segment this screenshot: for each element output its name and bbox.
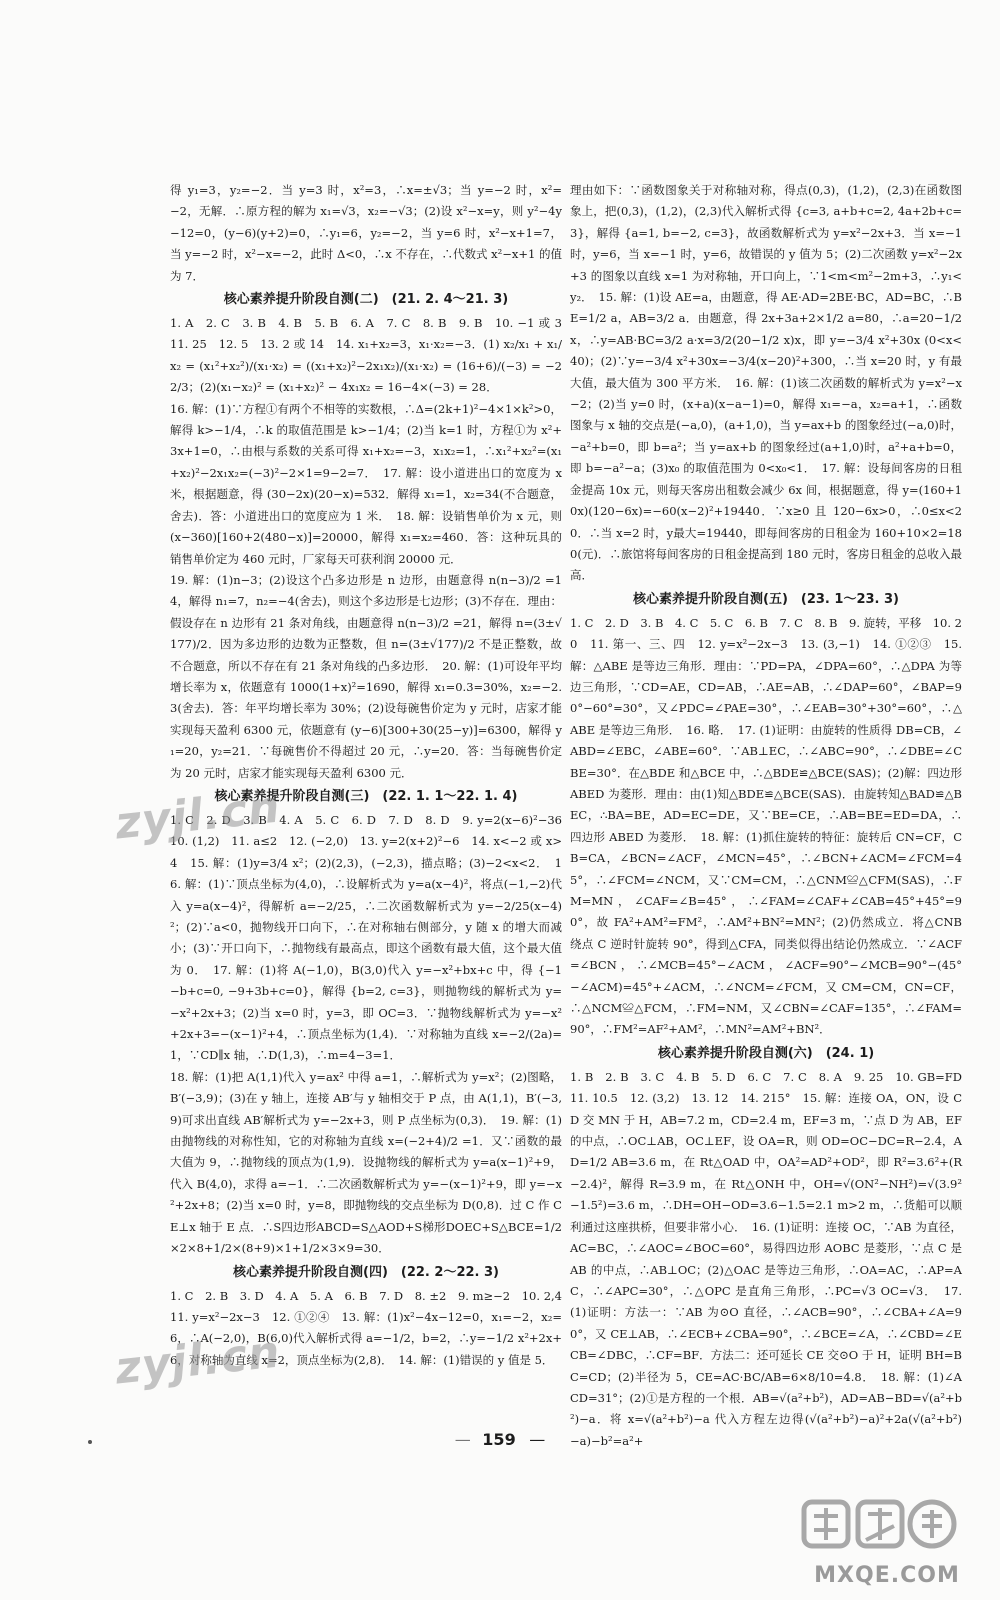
section-title: 核心素养提升阶段自测(五) (23. 1～23. 3) [633,591,899,607]
answer-paragraph: 1. C 2. D 3. B 4. A 5. C 6. D 7. D 8. D 9. y=2(x−6)²−36 10. (1,2) 11. a≤2 12. (−2,0) 13. y=2(x+2)²−6 14. x<−2 或 x>4 15. 解：(1)y=3/4 x²；(2)(2,3)，(−2,3)，描点略；(3)−2<x<2． 16. 解：(1)∵顶点坐标为(4,0)，∴设解析式为 y=a(x−4)²，将点(−1,−2)代入 y=a(x−4)²，得解析 a=−2/25，∴二次函数解析式为 y=−2/25(x−4)²；(2)∵a<0，抛物线开口向下，∴在对称轴右侧部分，y 随 x 的增大而减小；(3)∵开口向下，∴抛物线有最高点，即这个函数有最大值，这个最大值为 0． 17. 解：(1)将 A(−1,0)，B(3,0)代入 y=−x²+bx+c 中，得 {−1−b+c=0, −9+3b+c=0}，解得 {b=2, c=3}，则抛物线的解析式为 y=−x²+2x+3；(2)当 x=0 时，y=3，即 OC=3．∵抛物线解析式为 y=−x²+2x+3=−(x−1)²+4，∴顶点坐标为(1,4)．∵对称轴为直线 x=−2/(2a)=1，∵CD∥x 轴，∴D(1,3)，∴m=4−3=1． [170,812,574,1063]
section-title: 核心素养提升阶段自测(三) (22. 1. 1～22. 1. 4) [214,788,518,804]
answer-paragraph: 理由如下：∵函数图象关于对称轴对称，得点(0,3)，(1,2)，(2,3)在函数图象上，把(0,3)，(1,2)，(2,3)代入解析式得 {c=3, a+b+c=2, 4a+2b+c=3}，解得 {a=1, b=−2, c=3}，故函数解析式为 y=x²−2x+3．当 x=−1 时，y=6，当 x=−1 时，y=6，故错误的 y 值为 5；(2)二次函数 y=x²−2x+3 的图象以直线 x=1 为对称轴，开口向上，∵1<m<m²−2m+3，∴y₁<y₂． 15. 解：(1)设 AE=a，由题意，得 AE·AD=2BE·BC，AD=BC，∴BE=1/2 a，AB=3/2 a．由题意，得 2x+3a+2×1/2 a=80，∴a=20−1/2 x，∴y=AB·BC=3/2 a·x=3/2(20−1/2 x)x，即 y=−3/4 x²+30x (0<x<40)；(2)∵y=−3/4 x²+30x=−3/4(x−20)²+300，∴当 x=20 时，y 有最大值，最大值为 300 平方米． 16. 解：(1)该二次函数的解析式为 y=x²−x−2；(2)当 y=0 时，(x+a)(x−a−1)=0，解得 x₁=−a，x₂=a+1，∴函数图象与 x 轴的交点是(−a,0)，(a+1,0)，当 y=ax+b 的图象经过(−a,0)时，−a²+b=0，即 b=a²；当 y=ax+b 的图象经过(a+1,0)时，a²+a+b=0，即 b=−a²−a；(3)x₀ 的取值范围为 0<x₀<1． 17. 解：设每间客房的日租金提高 10x 元，则每天客房出租数会减少 6x 间，根据题意，得 y=(160+10x)(120−6x)=−60(x−2)²+19440．∵x≥0 且 120−6x>0，∴0≤x<20．∴当 x=2 时，y最大=19440，即每间客房的日租金为 160+10×2=180(元)．∴旅馆将每间客房的日租金提高到 180 元时，客房日租金的总收入最高． [570,183,962,583]
right-column [570,180,974,1448]
corner-logo [792,1496,982,1588]
answer-paragraph: 1. C 2. D 3. B 4. C 5. C 6. B 7. C 8. B 9. 旋转，平移 10. 20 11. 第一、三、四 12. y=x²−2x−3 13. (3,−1) 14. ①②③ 15. 解：△ABE 是等边三角形．理由：∵PD=PA，∠DPA=60°，∴△DPA 为等边三角形，∵CD=AE，CD=AB，∴AE=AB，∴∠DAP=60°，∠BAP=90°−60°=30°，又∠PDC=∠PAE=30°，∴∠EAB=30°+30°=60°，∴△ABE 是等边三角形． 16. 略． 17. (1)证明：由旋转的性质得 DB=CB，∠ABD=∠EBC，∠ABE=60°．∵AB⊥EC，∴∠ABC=90°，∴∠DBE=∠CBE=30°．在△BDE 和△BCE 中，∴△BDE≌△BCE(SAS)；(2)解：四边形 ABED 为菱形．理由：由(1)知△BDE≌△BCE(SAS)．由旋转知△BAD≌△BEC，∴BA=BE，AD=EC=DE，又∵BE=CE，∴AB=BE=ED=DA，∴四边形 ABED 为菱形． 18. 解：(1)抓住旋转的特征：旋转后 CN=CF，CB=CA，∠BCN=∠ACF，∠MCN=45°，∴∠BCN+∠ACM=∠FCM=45°，∴∠FCM=∠NCM，又∵CM=CM，∴△CNM≌△CFM(SAS)，∴FM=MN，∠CAF=∠B=45°，∴∠FAM=∠CAF+∠CAB=45°+45°=90°，故 FA²+AM²=FM²，∴AM²+BN²=MN²；(2)仍然成立．将△CNB 绕点 C 逆时针旋转 90°，得到△CFA，同类似得出结论仍然成立．∵∠ACF=∠BCN，∴∠MCB=45°−∠ACM，∠ACF=90°−∠MCB=90°−(45°−∠ACM)=45°+∠ACM，∴∠NCM=∠FCM，又 CM=CM，CN=CF，∴△NCM≌△FCM，∴FM=NM，又∠CBN=∠CAF=135°，∴∠FAM=90°，∴FM²=AF²+AM²，∴MN²=AM²+BN²． [570,615,962,1037]
answer-paragraph: 19. 解：(1)n−3；(2)设这个凸多边形是 n 边形，由题意得 n(n−3)/2 =14，解得 n₁=7，n₂=−4(舍去)，则这个多边形是七边形；(3)不存在．理由：假设存在 n 边形有 21 条对角线，由题意得 n(n−3)/2 =21，解得 n=(3±√177)/2．因为多边形的边数为正整数，但 n=(3±√177)/2 不是正整数，故不合题意，所以不存在有 21 条对角线的凸多边形． 20. 解：(1)可设年平均增长率为 x，依题意有 1000(1+x)²=1690，解得 x₁=0.3=30%，x₂=−2.3(舍去)．答：年平均增长率为 30%；(2)设每碗售价定为 y 元时，店家才能实现每天盈利 6300 元，依题意有 (y−6)[300+30(25−y)]=6300，解得 y₁=20，y₂=21．∵每碗售价不得超过 20 元，∴y=20．答：当每碗售价定为 20 元时，店家才能实现每天盈利 6300 元． [170,572,562,780]
section-title: 核心素养提升阶段自测(六) (24. 1) [657,1045,875,1061]
watermark: zyjl.cn [112,1326,283,1395]
page-number-value: 159 [482,1430,516,1449]
answer-paragraph: 1. B 2. B 3. C 4. B 5. D 6. C 7. C 8. A 9. 25 10. GB=FD 11. 10.5 12. (3,2) 13. 12 14. 215° 15. 解：连接 OA，ON，设 CD 交 MN 于 H，AB=7.2 m，CD=2.4 m，EF=3 m，∵点 D 为 AB，EF 的中点，∴OC⊥AB，OC⊥EF，设 OA=R，则 OD=OC−DC=R−2.4，AD=1/2 AB=3.6 m，在 Rt△OAD 中，OA²=AD²+OD²，即 R²=3.6²+(R−2.4)²，解得 R=3.9 m，在 Rt△ONH 中，OH=√(ON²−NH²)=√(3.9²−1.5²)=3.6 m，∴DH=OH−OD=3.6−1.5=2.1 m>2 m，∴货船可以顺利通过这座拱桥，但要非常小心． 16. (1)证明：连接 OC，∵AB 为直径，AC=BC，∴∠AOC=∠BOC=60°，易得四边形 AOBC 是菱形，∵点 C 是 AB 的中点，∴AB⊥OC；(2)△OAC 是等边三角形，∴OA=AC，∴AP=AC，∴∠APC=30°，∴△OPC 是直角三角形，∴PC=√3 OC=√3． 17. (1)证明：方法一：∵AB 为⊙O 直径，∴∠ACB=90°，∴∠CBA+∠A=90°，又 CE⊥AB，∴∠ECB+∠CBA=90°，∴∠BCE=∠A，∴∠CBD=∠ECB=∠DBC，∴CF=BF．方法二：还可延长 CE 交⊙O 于 H，证明 BH=BC=CD；(2)半径为 5，CE=AC·BC/AB=6×8/10=4.8． 18. 解：(1)∠ACD=31°；(2)①是方程的一个根．AB=√(a²+b²)，AD=AB−BD=√(a²+b²)−a．将 x=√(a²+b²)−a 代入方程左边得(√(a²+b²)−a)²+2a(√(a²+b²)−a)−b²=a²+ [570,1069,974,1448]
left-column [170,180,574,1405]
scan-dot [88,1440,92,1444]
section-title: 核心素养提升阶段自测(四) (22. 2～22. 3) [233,1264,499,1280]
answer-logo-icon [800,1496,960,1552]
section-title: 核心素养提升阶段自测(二) (21. 2. 4～21. 3) [223,292,509,308]
page-number [0,1430,1000,1449]
page-number-dash: — [529,1430,546,1449]
answer-paragraph: 1. A 2. C 3. B 4. B 5. B 6. A 7. C 8. B 9. B 10. −1 或 3 11. 25 12. 5 13. 2 或 14 14. x₁+x₂=3，x₁·x₂=−3．(1) x₂/x₁ + x₁/x₂ = (x₁²+x₂²)/(x₁·x₂) = ((x₁+x₂)²−2x₁x₂)/(x₁·x₂) = (16+6)/(−3) = −22/3；(2)(x₁−x₂)² = (x₁+x₂)² − 4x₁x₂ = 16−4×(−3) = 28． [170,316,574,395]
corner-logo-text: MXQE.COM [814,1563,960,1588]
answer-paragraph: 18. 解：(1)把 A(1,1)代入 y=ax² 中得 a=1，∴解析式为 y=x²；(2)图略，B′(−3,9)；(3)在 y 轴上，连接 AB′与 y 轴相交于 P 点，由 A(1,1)，B′(−3,9)可求出直线 AB′解析式为 y=−2x+3，则 P 点坐标为(0,3)． 19. 解：(1)由抛物线的对称性知，它的对称轴为直线 x=(−2+4)/2 =1．又∵函数的最大值为 9，∴抛物线的顶点为(1,9)．设抛物线的解析式为 y=a(x−1)²+9，代入 B(4,0)，求得 a=−1．∴二次函数解析式为 y=−(x−1)²+9，即 y=−x²+2x+8；(2)当 x=0 时，y=8，即抛物线的交点坐标为 D(0,8)．过 C 作 CE⊥x 轴于 E 点．∴S四边形ABCD=S△AOD+S梯形DOEC+S△BCE=1/2×2×8+1/2×(8+9)×1+1/2×3×9=30． [170,1069,562,1256]
answer-paragraph: 16. 解：(1)∵方程①有两个不相等的实数根，∴Δ=(2k+1)²−4×1×k²>0，解得 k>−1/4，∴k 的取值范围是 k>−1/4；(2)当 k=1 时，方程①为 x²+3x+1=0，∴由根与系数的关系可得 x₁+x₂=−3，x₁x₂=1，∴x₁²+x₂²=(x₁+x₂)²−2x₁x₂=(−3)²−2×1=9−2=7． 17. 解：设小道进出口的宽度为 x 米，根据题意，得 (30−2x)(20−x)=532．解得 x₁=1，x₂=34(不合题意，舍去)．答：小道进出口的宽度应为 1 米． 18. 解：设销售单价为 x 元，则 (x−360)[160+2(480−x)]=20000，解得 x₁=x₂=460．答：这种玩具的销售单价定为 460 元时，厂家每天可获利润 20000 元． [170,401,562,566]
answer-paragraph: 得 y₁=3，y₂=−2．当 y=3 时，x²=3，∴x=±√3；当 y=−2 时，x²=−2，无解．∴原方程的解为 x₁=√3，x₂=−√3；(2)设 x²−x=y，则 y²−4y−12=0，(y−6)(y+2)=0，∴y₁=6，y₂=−2，当 y=6 时，x²−x+1=7，当 y=−2 时，x²−x=−2，此时 Δ<0，∴x 不存在，∴代数式 x²−x+1 的值为 7． [170,183,562,283]
answer-paragraph: 1. C 2. B 3. D 4. A 5. A 6. B 7. D 8. ±2 9. m≥−2 10. 2,4 11. y=x²−2x−3 12. ①②④ 13. 解：(1)x²−4x−12=0，x₁=−2，x₂=6，∴A(−2,0)，B(6,0)代入解析式得 a=−1/2，b=2，∴y=−1/2 x²+2x+6，对称轴为直线 x=2，顶点坐标为(2,8)． 14. 解：(1)错误的 y 值是 5． [170,1288,574,1367]
watermark: zyjl.cn [112,781,283,850]
page-number-dash-left: — [454,1430,469,1449]
